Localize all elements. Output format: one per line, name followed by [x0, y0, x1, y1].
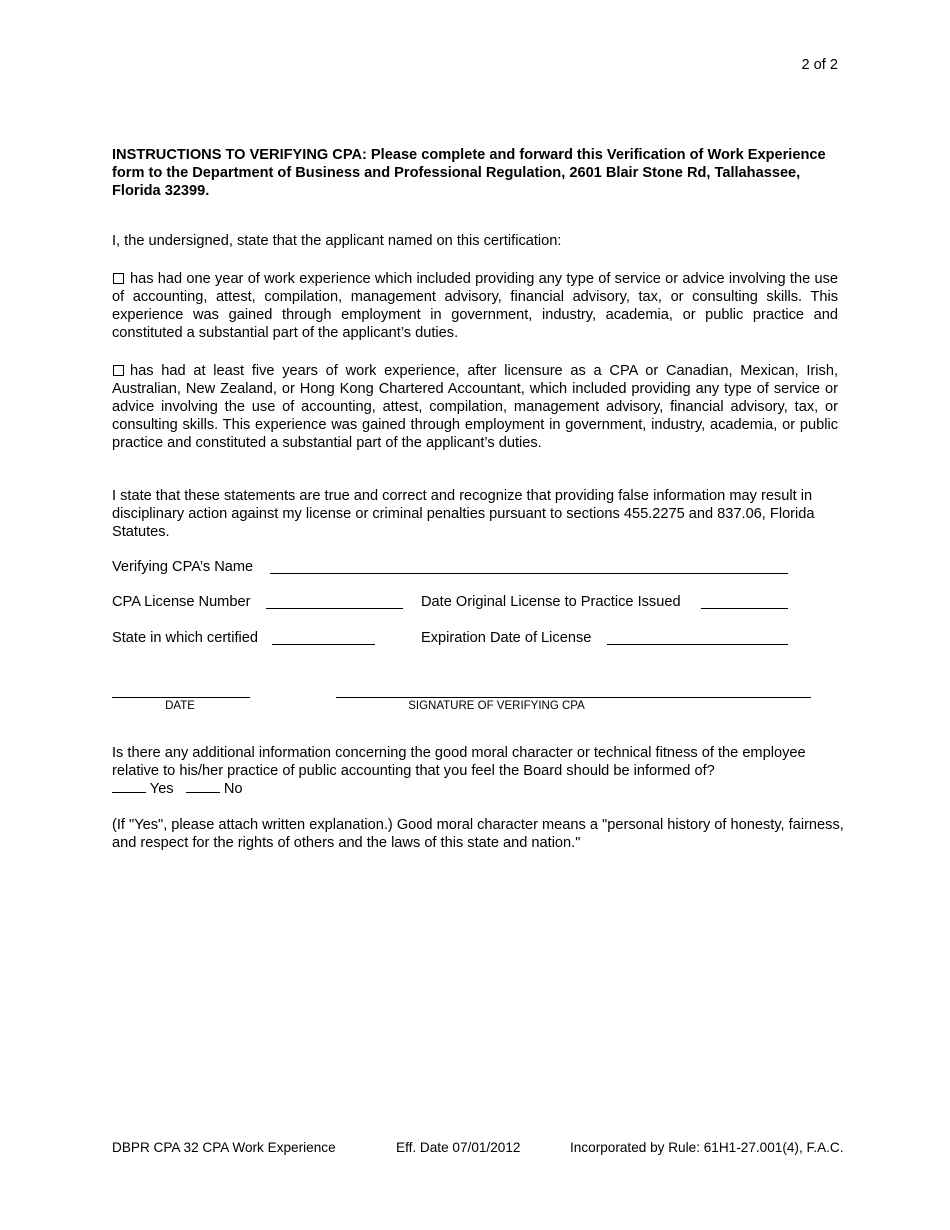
expiration-date-field[interactable] — [607, 644, 788, 645]
attestation-statement: I state that these statements are true and correct and recognize that providing false information may result in disciplinary action against my license or criminal penalties pursuant to sections 455.2275 and 837.06, Florida Statutes. — [112, 488, 815, 540]
no-blank[interactable] — [186, 780, 220, 793]
cpa-name-label: Verifying CPA’s Name — [112, 559, 254, 575]
yes-blank[interactable] — [112, 780, 146, 793]
cpa-name-field[interactable] — [270, 573, 788, 574]
additional-info-block — [112, 744, 842, 798]
state-certified-field[interactable] — [272, 644, 375, 645]
yes-label: Yes — [149, 781, 174, 797]
date-signature-line[interactable] — [112, 697, 250, 698]
footer-form-id: DBPR CPA 32 CPA Work Experience — [112, 1140, 336, 1155]
signature-line[interactable] — [336, 697, 811, 698]
option-one-year-text: has had one year of work experience which included providing any type of service or advice involving the use of accounting, attest, compilation, management advisory, financial advisory, tax, or consulting skills. This experience was gained through employment in government, industry, academia, or public practice and constituted a substantial part of the applicant’s duties. — [112, 271, 838, 341]
date-original-field[interactable] — [701, 608, 788, 609]
signature-label: SIGNATURE OF VERIFYING CPA — [408, 700, 585, 712]
option-five-years — [112, 362, 838, 452]
option-one-year — [112, 270, 838, 342]
footer-eff-date: Eff. Date 07/01/2012 — [396, 1140, 521, 1155]
checkbox-five-years[interactable] — [113, 365, 124, 376]
no-label: No — [223, 781, 243, 797]
checkbox-one-year[interactable] — [113, 273, 124, 284]
license-number-field[interactable] — [266, 608, 403, 609]
state-certified-label: State in which certified — [112, 630, 259, 646]
license-number-label: CPA License Number — [112, 594, 251, 610]
instructions-heading: INSTRUCTIONS TO VERIFYING CPA: Please complete and forward this Verification of Work Experience form to the Department of Business and Professional Regulation, 2601 Blair Stone Rd, Tallahassee, Florida 32399. — [112, 147, 826, 199]
date-original-label: Date Original License to Practice Issued — [421, 594, 681, 610]
page-number: 2 of 2 — [801, 57, 838, 73]
additional-info-question: Is there any additional information concerning the good moral character or technical fitness of the employee relative to his/her practice of public accounting that you feel the Board should be informed of? — [112, 745, 806, 779]
footer-rule: Incorporated by Rule: 61H1-27.001(4), F.A.C. — [570, 1140, 844, 1155]
intro-statement: I, the undersigned, state that the applicant named on this certification: — [112, 233, 562, 249]
date-label: DATE — [165, 700, 195, 712]
explanation-note: (If "Yes", please attach written explanation.) Good moral character means a "personal history of honesty, fairness, and respect for the rights of others and the laws of this state and nation." — [112, 817, 844, 851]
option-five-years-text: has had at least five years of work experience, after licensure as a CPA or Canadian, Mexican, Irish, Australian, New Zealand, or Hong Kong Chartered Accountant, which included providing any type of service or advice involving the use of accounting, attest, compilation, management advisory, financial advisory, tax, or consulting skills. This experience was gained through employment in government, industry, academia, or public practice and constituted a substantial part of the applicant’s duties. — [112, 363, 838, 451]
expiration-date-label: Expiration Date of License — [421, 630, 592, 646]
